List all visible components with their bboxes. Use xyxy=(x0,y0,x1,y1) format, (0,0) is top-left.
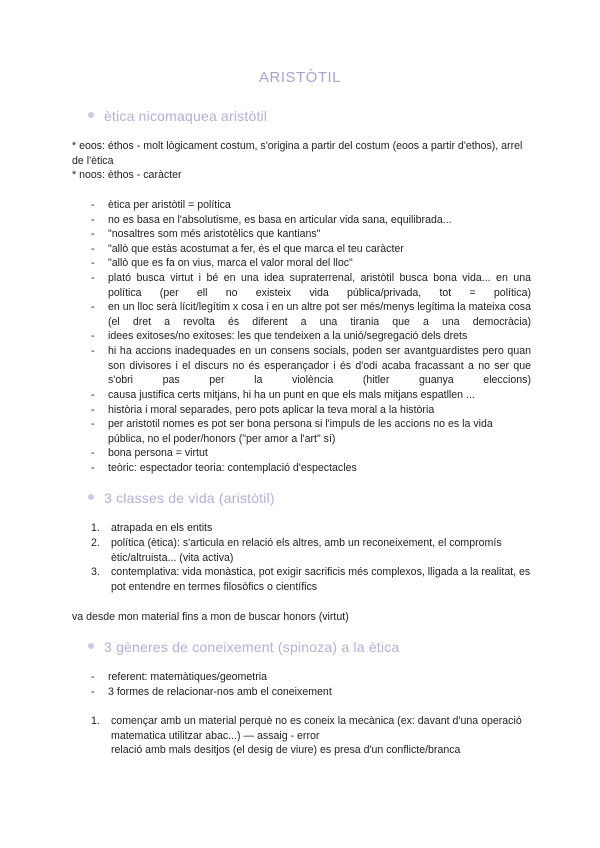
list-item xyxy=(91,242,531,257)
list-item xyxy=(91,213,531,228)
list-item-text: "allò que estàs acostumat a fer, és el que marca el teu caràcter xyxy=(108,243,404,255)
list-item xyxy=(91,446,531,461)
dash-marker: - xyxy=(91,272,95,284)
dash-marker: - xyxy=(91,243,95,255)
list-item-text: contemplativa: vida monàstica, pot exigir sacrificis més complexos, lligada a la realitat, es pot entendre en termes filosòfics o científics xyxy=(111,566,531,593)
list-item xyxy=(91,417,531,446)
section-heading-label: 3 gèneres de coneixement (spinoza) a la ètica xyxy=(104,639,400,655)
list-item xyxy=(91,403,531,418)
list-item-text: hi ha accions inadequades en un consens socials, poden ser avantguardistes pero quan son divisores i el discurs no és esperançador i és d'odi acaba fracassant a no ser que s'obri pas per la violència (hitler guanya eleccions) xyxy=(108,345,531,386)
list-item xyxy=(91,198,531,213)
list-item-text: bona persona = virtut xyxy=(108,447,208,459)
list-item-text: atrapada en els entits xyxy=(111,522,213,534)
list-item-text: començar amb un material perquè no es coneix la mecànica (ex: davant d'una operació matematica utilitzar abac...) — assaig - error xyxy=(111,715,522,742)
page-title: ARISTÒTIL xyxy=(258,69,341,86)
section-heading-label: ètica nicomaquea aristòtil xyxy=(104,108,268,124)
dash-marker: - xyxy=(91,228,95,240)
dash-marker: - xyxy=(91,199,95,211)
list-number: 1. xyxy=(91,715,100,727)
list-item-text: no es basa en l'absolutisme, es basa en articular vida sana, equilibrada... xyxy=(108,214,452,226)
section-heading-classes-de-vida xyxy=(88,490,275,506)
list-item xyxy=(91,685,531,700)
list-item-text: causa justifica certs mitjans, hi ha un punt en que els mals mitjans espatllen ... xyxy=(108,389,475,401)
dash-marker: - xyxy=(91,330,95,342)
bullet-dot-icon xyxy=(88,643,94,649)
section-heading-label: 3 classes de vida (aristòtil) xyxy=(104,490,275,506)
dash-marker: - xyxy=(91,447,95,459)
dash-marker: - xyxy=(91,462,95,474)
list-item-text: per aristotil nomes es pot ser bona persona si l'impuls de les accions no es la vida pública, no el poder/honors ("per amor a l'art" sí) xyxy=(108,418,493,445)
list-item-text: política (ètica): s'articula en relació els altres, amb un reconeixement, el compromís ètic/altruista... (vita activa) xyxy=(111,537,502,564)
list-item-text: "allò que es fa on vius, marca el valor moral del lloc" xyxy=(108,257,353,269)
summary-line: va desde mon material fins a mon de buscar honors (virtut) xyxy=(72,611,349,623)
list-item-text: plató busca virtut i bé en una idea supraterrenal, aristòtil busca bona vida... en una política (per ell no existeix vida pública/privada, tot = política) xyxy=(108,272,531,299)
bullet-dot-icon xyxy=(88,494,94,500)
list-number: 2. xyxy=(91,537,100,549)
bullet-dot-icon xyxy=(88,112,94,118)
list-item-continuation: relació amb mals desitjos (el desig de viure) es presa d'un conflicte/branca xyxy=(111,744,461,756)
list-item-text: història i moral separades, pero pots aplicar la teva moral a la història xyxy=(108,404,435,416)
list-item-text: ètica per aristòtil = política xyxy=(108,199,231,211)
dash-marker: - xyxy=(91,301,95,313)
list-item xyxy=(91,256,531,271)
list-number: 1. xyxy=(91,522,100,534)
dash-marker: - xyxy=(91,257,95,269)
list-number: 3. xyxy=(91,566,100,578)
dash-marker: - xyxy=(91,686,95,698)
intro-paragraph: * noos: èthos - caràcter xyxy=(72,169,182,181)
section-heading-generes-coneixement xyxy=(88,639,399,655)
list-item xyxy=(91,670,531,685)
list-item-text: 3 formes de relacionar-nos amb el coneixement xyxy=(108,686,332,698)
section-heading-etica-nicomaquea xyxy=(88,108,267,124)
dash-marker: - xyxy=(91,345,95,357)
list-item-text: "nosaltres som més aristotèlics que kantians" xyxy=(108,228,321,240)
list-item xyxy=(91,329,531,344)
numbered-list-item xyxy=(91,565,531,594)
numbered-list-item xyxy=(91,536,531,565)
dash-marker: - xyxy=(91,214,95,226)
dash-marker: - xyxy=(91,389,95,401)
list-item-text: teòric: espectador teoria: contemplació d'espectacles xyxy=(108,462,357,474)
dash-marker: - xyxy=(91,671,95,683)
list-item xyxy=(91,461,531,476)
list-item-text: referent: matemàtiques/geometria xyxy=(108,671,267,683)
intro-paragraph: * eoos: éthos - molt lògicament costum, s'origina a partir del costum (eoos a partir d'ethos), arrel de l'ètica xyxy=(72,140,523,167)
list-item xyxy=(91,388,531,403)
list-item xyxy=(91,227,531,242)
dash-marker: - xyxy=(91,418,95,430)
dash-marker: - xyxy=(91,404,95,416)
list-item-text: en un lloc serà lícit/legítim x cosa i en un altre pot ser més/menys legítima la mateixa cosa (el dret a revolta és diferent a una tirania que a una democràcia) xyxy=(108,301,531,328)
numbered-list-item xyxy=(91,714,531,743)
list-item-text: idees exitoses/no exitoses: les que tendeixen a la unió/segregació dels drets xyxy=(108,330,468,342)
numbered-list-item xyxy=(91,521,531,536)
